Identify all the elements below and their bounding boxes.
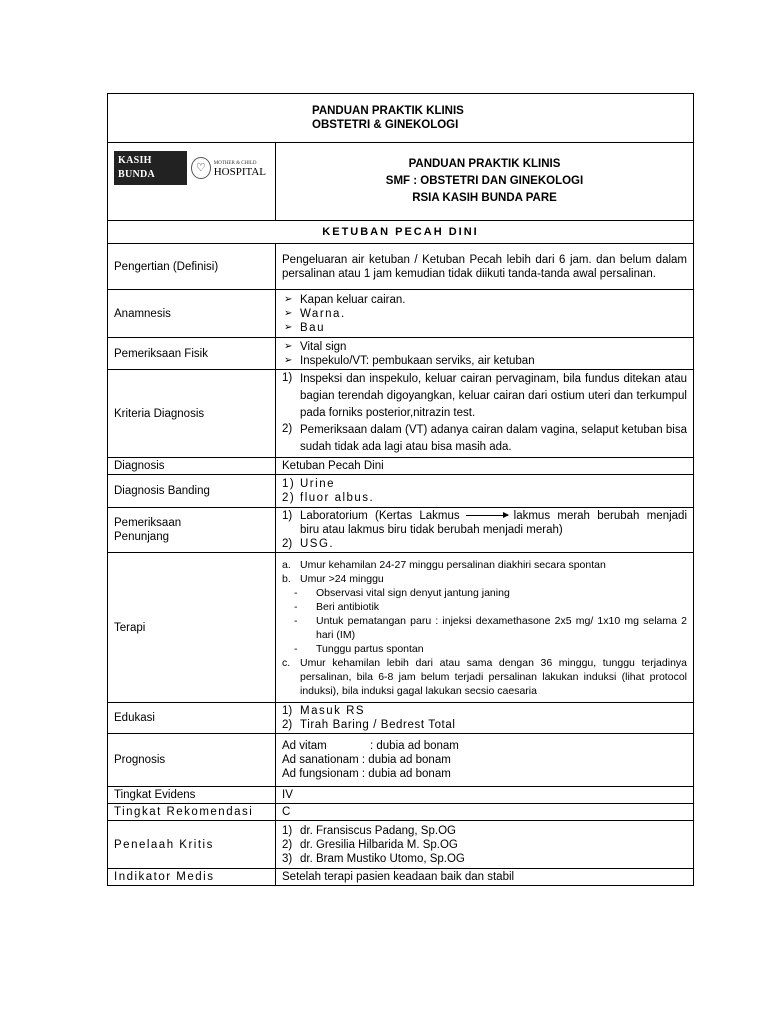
list-item: Ad sanationam : dubia ad bonam — [282, 754, 451, 766]
logo-row — [108, 143, 694, 221]
list-item: ➢ Kapan keluar cairan. — [282, 293, 687, 307]
list-item: 1) Masuk RS — [282, 705, 366, 717]
row-label: Pengertian (Definisi) — [108, 244, 276, 290]
row-label: Anamnesis — [108, 290, 276, 338]
sub-item: - Observasi vital sign denyut jantung janing — [294, 586, 510, 599]
sub-item: - Beri antibiotik — [294, 600, 380, 613]
row-label: Edukasi — [108, 703, 276, 734]
mother-child-icon: ♡ — [191, 157, 211, 179]
row-prognosis — [108, 734, 694, 787]
logo-cell — [108, 143, 276, 221]
row-kriteria — [108, 370, 694, 458]
list-item: ➢ Warna. — [282, 307, 687, 321]
list-item: 2) dr. Gresilia Hilbarida M. Sp.OG — [282, 838, 458, 851]
subheader-line1: PANDUAN PRAKTIK KLINIS — [408, 158, 561, 170]
row-label: Prognosis — [108, 734, 276, 787]
list-item: b. Umur >24 minggu — [282, 572, 384, 585]
row-evidens — [108, 787, 694, 804]
row-pengertian — [108, 244, 694, 290]
list-item: 1) dr. Fransiscus Padang, Sp.OG — [282, 824, 456, 837]
row-value: Setelah terapi pasien keadaan baik dan stabil — [276, 869, 694, 886]
list-item: 1) Inspeksi dan inspekulo, keluar cairan pervaginam, bila fundus ditekan atau bagian terendah digoyangkan, keluar cairan dari ostium uteri dan terkumpul pada forniks posterior,nitrazin test. — [282, 372, 687, 419]
anamnesis-list — [282, 293, 687, 335]
row-label: Indikator Medis — [108, 869, 276, 886]
row-label: Terapi — [108, 553, 276, 703]
row-penelaah — [108, 821, 694, 869]
row-label: Tingkat Evidens — [108, 787, 276, 804]
list-item: a. Umur kehamilan 24-27 minggu persalinan diakhiri secara spontan — [282, 558, 606, 571]
row-value: Pengeluaran air ketuban / Ketuban Pecah lebih dari 6 jam. dan belum dalam persalinan atau 1 jam kemudian tidak diikuti tanda-tanda awal persalinan. — [276, 244, 694, 290]
subheader-line3: RSIA KASIH BUNDA PARE — [412, 192, 557, 204]
row-indikator — [108, 869, 694, 886]
list-item: Ad fungsionam : dubia ad bonam — [282, 768, 451, 780]
topic-row — [108, 221, 694, 244]
row-label: Tingkat Rekomendasi — [108, 804, 276, 821]
row-label: Diagnosis — [108, 458, 276, 475]
list-item: 1) Laboratorium (Kertas Lakmus lakmus merah berubah menjadi biru atau lakmus biru tidak berubah menjadi merah) — [282, 510, 687, 536]
row-label: Kriteria Diagnosis — [108, 370, 276, 458]
list-item: 2) Pemeriksaan dalam (VT) adanya cairan dalam vagina, selaput ketuban bisa sudah tidak ada lagi atau bisa masih ada. — [282, 423, 687, 453]
row-edukasi — [108, 703, 694, 734]
row-banding — [108, 475, 694, 508]
guideline-table — [107, 93, 694, 886]
list-item: Ad vitam : dubia ad bonam — [282, 740, 459, 752]
row-terapi — [108, 553, 694, 703]
row-fisik — [108, 338, 694, 370]
row-diagnosis — [108, 458, 694, 475]
sub-item: - Tunggu partus spontan — [294, 642, 424, 655]
logo-name: KASIH BUNDA — [114, 151, 187, 185]
header-row — [108, 94, 694, 143]
header-line1: PANDUAN PRAKTIK KLINIS — [312, 105, 464, 117]
row-label: Pemeriksaan Fisik — [108, 338, 276, 370]
logo-hospital: HOSPITAL — [213, 166, 266, 178]
subheader-line2: SMF : OBSTETRI DAN GINEKOLOGI — [385, 175, 584, 187]
row-penunjang — [108, 508, 694, 553]
hospital-logo — [114, 153, 266, 183]
row-label: Pemeriksaan Penunjang — [108, 508, 276, 553]
row-anamnesis — [108, 290, 694, 338]
logo-sub: MOTHER & CHILD — [213, 161, 257, 166]
list-item: 2) fluor albus. — [282, 492, 375, 504]
list-item: c. Umur kehamilan lebih dari atau sama dengan 36 minggu, tunggu terjadinya persalinan, bila 6-8 jam belum terjadi persalinan lakukan induksi (lihat protocol induksi), bila induksi gagal lakukan secsio caesaria — [282, 656, 687, 697]
row-label: Diagnosis Banding — [108, 475, 276, 508]
list-item: 1) Urine — [282, 478, 335, 490]
list-item: ➢ Vital sign — [282, 340, 687, 354]
row-rekomendasi — [108, 804, 694, 821]
clinical-guideline-document — [107, 93, 694, 886]
row-value: IV — [276, 787, 694, 804]
arrow-right-icon — [466, 515, 508, 516]
list-item: 2) USG. — [282, 538, 335, 550]
row-value: Ketuban Pecah Dini — [276, 458, 694, 475]
list-item: ➢ Bau — [282, 321, 687, 335]
row-label: Penelaah Kritis — [108, 821, 276, 869]
fisik-list — [282, 340, 687, 368]
header-cell — [108, 94, 694, 143]
header-line2: OBSTETRI & GINEKOLOGI — [312, 119, 459, 131]
sub-item: - Untuk pematangan paru : injeksi dexamethasone 2x5 mg/ 1x10 mg selama 2 hari (IM) — [294, 614, 687, 641]
subheader-cell — [276, 143, 694, 221]
list-item: 3) dr. Bram Mustiko Utomo, Sp.OG — [282, 852, 465, 865]
topic-title: KETUBAN PECAH DINI — [108, 221, 694, 244]
list-item: ➢ Inspekulo/VT: pembukaan serviks, air ketuban — [282, 354, 687, 368]
row-value: C — [276, 804, 694, 821]
list-item: 2) Tirah Baring / Bedrest Total — [282, 719, 456, 731]
